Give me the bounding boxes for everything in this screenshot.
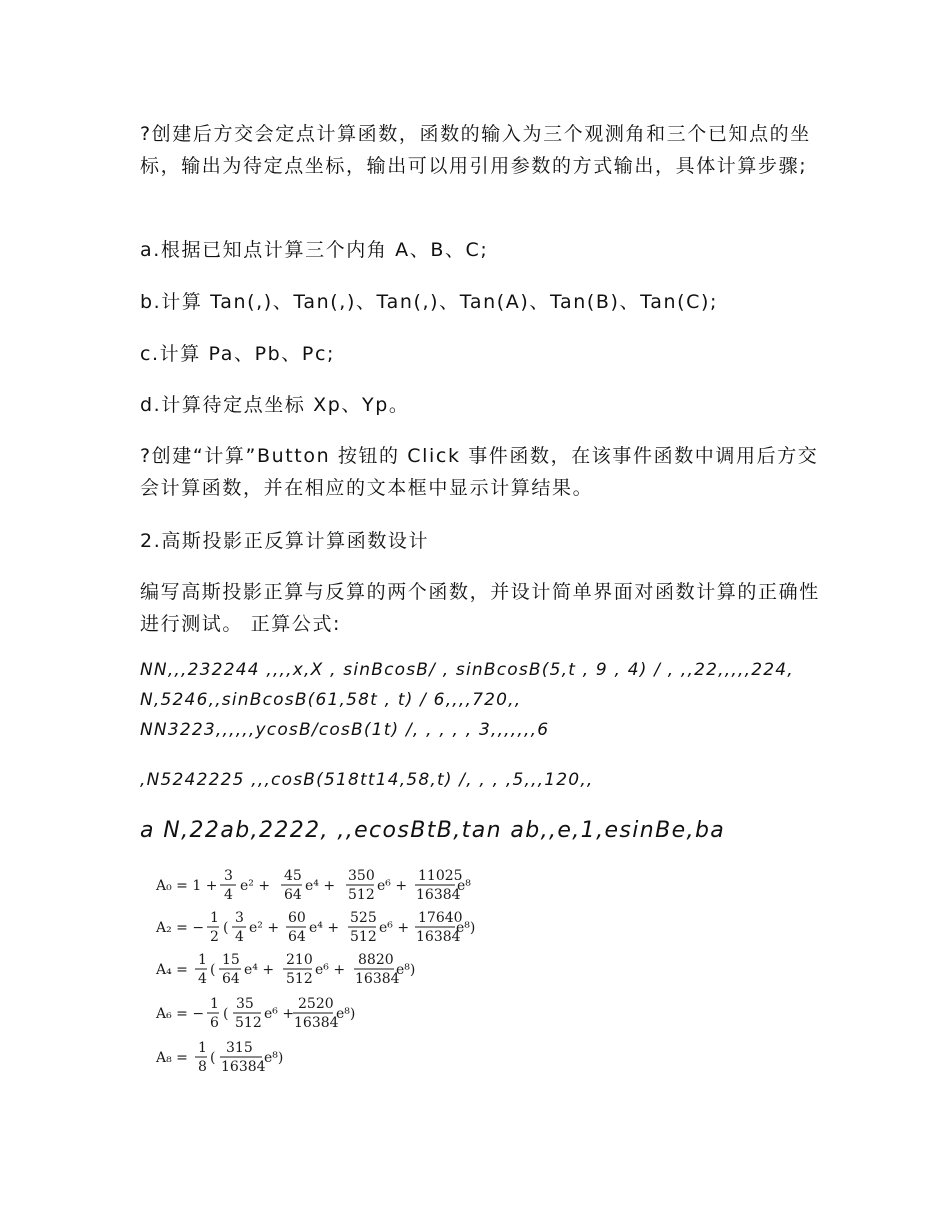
svg-text:3: 3 (235, 910, 244, 926)
section-heading-gauss: 2.高斯投影正反算计算函数设计 (140, 530, 430, 552)
svg-text:4: 4 (198, 971, 207, 987)
svg-text:A₂ = −: A₂ = − (156, 920, 205, 936)
svg-text:2: 2 (210, 929, 219, 945)
svg-text:A₀ = 1 +: A₀ = 1 + (156, 878, 218, 894)
paragraph-resection-function: ?创建后方交会定点计算函数，函数的输入为三个观测角和三个已知点的坐标，输出为待定点坐标，输出可以用引用参数的方式输出，具体计算步骤; (140, 123, 811, 177)
step-d: d.计算待定点坐标 Xp、Yp。 (140, 394, 410, 416)
svg-text:35: 35 (236, 996, 254, 1012)
svg-text:e⁶ +: e⁶ + (379, 920, 410, 936)
svg-text:45: 45 (284, 868, 302, 884)
svg-text:1: 1 (210, 910, 219, 926)
svg-text:e⁴ +: e⁴ + (309, 920, 340, 936)
svg-text:(: ( (223, 920, 229, 936)
svg-text:A₄ =: A₄ = (156, 962, 188, 978)
step-b: b.计算 Tan(,)、Tan(,)、Tan(,)、Tan(A)、Tan(B)、Tan(C); (140, 291, 718, 313)
svg-text:15: 15 (222, 952, 240, 968)
svg-text:e⁸): e⁸) (264, 1050, 284, 1066)
svg-text:e⁸: e⁸ (457, 878, 471, 894)
svg-text:e² +: e² + (240, 878, 271, 894)
svg-text:1: 1 (198, 952, 207, 968)
svg-text:e⁶ +: e⁶ + (315, 962, 346, 978)
svg-text:11025: 11025 (418, 868, 463, 884)
svg-text:4: 4 (224, 887, 233, 903)
formula-a6 (155, 996, 355, 1031)
svg-text:e⁸): e⁸) (396, 962, 416, 978)
svg-text:512: 512 (235, 1015, 262, 1031)
svg-text:16384: 16384 (416, 887, 461, 903)
formula-a8 (155, 1040, 283, 1075)
svg-text:16384: 16384 (416, 929, 461, 945)
svg-text:e⁸): e⁸) (336, 1006, 356, 1022)
formula-a0 (155, 868, 471, 903)
coefficient-formulas (150, 868, 480, 1088)
formula-a4 (155, 952, 415, 987)
svg-text:16384: 16384 (221, 1059, 266, 1075)
svg-text:525: 525 (350, 910, 377, 926)
svg-text:64: 64 (288, 929, 306, 945)
svg-text:8820: 8820 (358, 952, 394, 968)
svg-text:1: 1 (210, 996, 219, 1012)
step-c: c.计算 Pa、Pb、Pc; (140, 343, 335, 365)
formula-line-4: ,N5242225 ,,,cosB(518tt14,58,t) /, , , ,5,,,120,, (140, 770, 594, 790)
svg-text:512: 512 (348, 887, 375, 903)
svg-text:350: 350 (348, 868, 375, 884)
paragraph-button-click: ?创建“计算”Button 按钮的 Click 事件函数，在该事件函数中调用后方交会计算函数，并在相应的文本框中显示计算结果。 (140, 445, 819, 499)
svg-text:16384: 16384 (355, 971, 400, 987)
svg-text:(: ( (210, 962, 216, 978)
svg-text:6: 6 (210, 1015, 219, 1031)
svg-text:e⁶ +: e⁶ + (377, 878, 408, 894)
svg-text:e⁶ +: e⁶ + (264, 1006, 295, 1022)
svg-text:A₆ = −: A₆ = − (156, 1006, 205, 1022)
svg-text:60: 60 (288, 910, 306, 926)
svg-text:8: 8 (198, 1059, 207, 1075)
svg-text:512: 512 (286, 971, 313, 987)
svg-text:16384: 16384 (294, 1015, 339, 1031)
svg-text:64: 64 (222, 971, 240, 987)
svg-text:e² +: e² + (249, 920, 280, 936)
svg-text:1: 1 (198, 1040, 207, 1056)
formula-line-3: NN3223,,,,,,ycosB/cosB(1t) /, , , , , 3,,,,,,,6 (140, 720, 550, 740)
svg-text:A₈ =: A₈ = (156, 1050, 188, 1066)
svg-text:512: 512 (350, 929, 377, 945)
svg-text:2520: 2520 (298, 996, 334, 1012)
coefficient-formula-image (150, 868, 480, 1092)
svg-text:(: ( (210, 1050, 216, 1066)
svg-text:(: ( (223, 1006, 229, 1022)
step-a: a.根据已知点计算三个内角 A、B、C; (140, 239, 489, 261)
formula-line-1: NN,,,232244 ,,,,x,X , sinBcosB/ , sinBcosB(5,t , 9 , 4) / , ,,22,,,,,224, (140, 660, 794, 680)
svg-text:3: 3 (224, 868, 233, 884)
formula-line-2: N,5246,,sinBcosB(61,58t , t) / 6,,,,720,, (140, 690, 522, 710)
svg-text:e⁴ +: e⁴ + (305, 878, 336, 894)
formula-a2 (155, 910, 475, 945)
svg-text:64: 64 (284, 887, 302, 903)
svg-text:4: 4 (235, 929, 244, 945)
paragraph-gauss-description: 编写高斯投影正算与反算的两个函数，并设计简单界面对函数计算的正确性进行测试。 正算公式: (140, 581, 820, 635)
svg-text:e⁴ +: e⁴ + (244, 962, 275, 978)
svg-text:17640: 17640 (418, 910, 463, 926)
formula-line-5: a N,22ab,2222, ,,ecosBtB,tan ab,,e,1,esinBe,ba (140, 818, 726, 843)
svg-text:e⁸): e⁸) (456, 920, 476, 936)
svg-text:315: 315 (226, 1040, 253, 1056)
svg-text:210: 210 (286, 952, 313, 968)
